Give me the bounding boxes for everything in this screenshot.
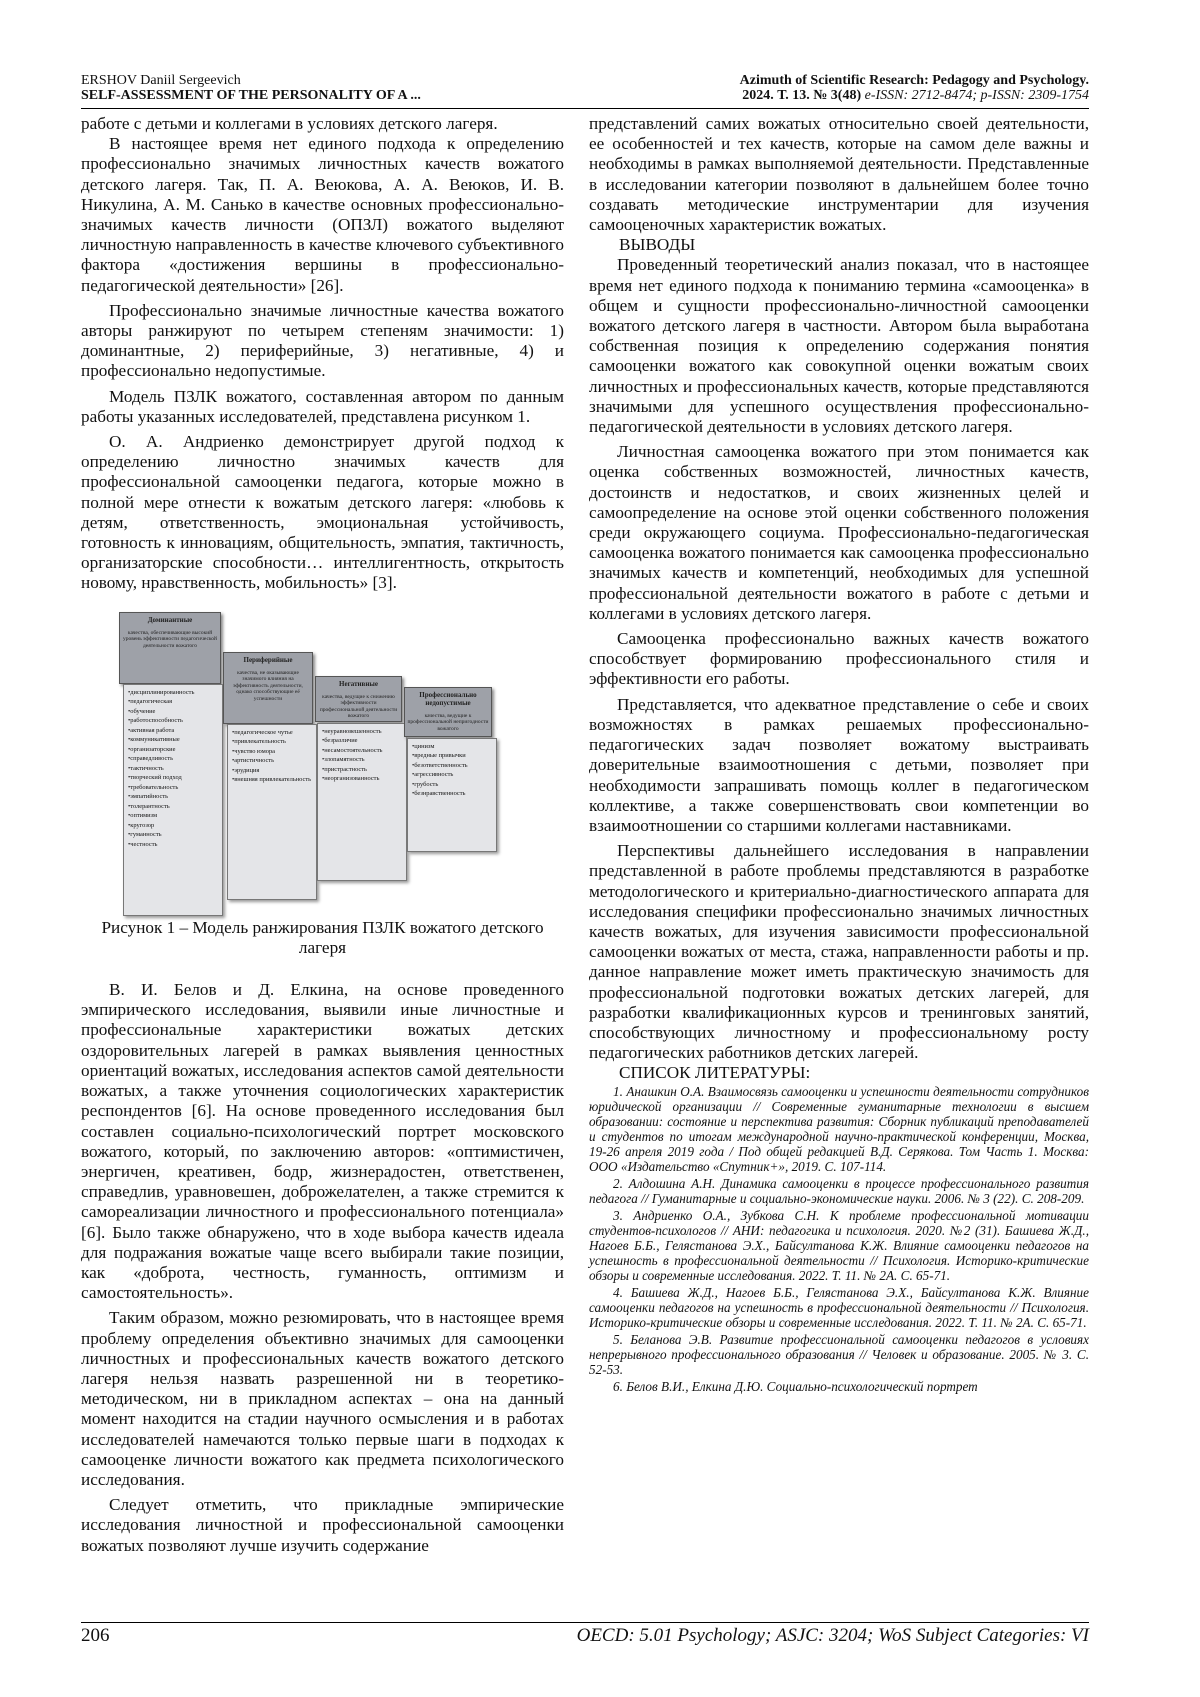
paragraph: Представляется, что адекватное представление о себе и своих возможностях в рамках решаемых профессионально-педагогических задач позволяет вожатому выстраивать доверительные взаимоотношения с детьми, позволяет при необходимости запрашивать помощь коллег в педагогическом коллективе, а также совершенствовать свои компетенции во взаимоотношении со старшими коллегами наставниками.: [589, 694, 1089, 835]
list-item: • кругозор: [128, 821, 218, 831]
header-issn: e-ISSN: 2712-8474; p-ISSN: 2309-1754: [864, 88, 1089, 103]
list-item: • честность: [128, 840, 218, 850]
list-item: • несамостоятельность: [322, 746, 402, 756]
reference-item: 2. Алдошина А.Н. Динамика самооценки в процессе профессионального развития педагога // Гуманитарные и социально-экономические науки. 2006. № 3 (22). С. 208-209.: [589, 1175, 1089, 1206]
list-item: • педагогическая: [128, 697, 218, 707]
paragraph: В. И. Белов и Д. Елкина, на основе проведенного эмпирического исследования, выявили иные личностные и профессиональные характеристики вожатых детских оздоровительных лагерей в рамках выявления ценностных ориентаций вожатых, исследования аспектов самой деятельности вожатых, а также уточнения социологических характеристик респондентов [6]. На основе проведенного исследования был составлен социально-психологический портрет московского вожатого, который, по заключению авторов: «оптимистичен, энергичен, креативен, бодр, жизнерадостен, ответственен, справедлив, уравновешен, доброжелателен, а также стремится к самореализации личностного и профессионального потенциала» [6]. Было также обнаружено, что в ходе выбора качеств идеала для подражания вожатые чаще всего выбирали такие позиции, как «доброта, честность, гуманность, оптимизм и самостоятельность».: [81, 980, 564, 1303]
list-item: • работоспособность: [128, 716, 218, 726]
reference-list: [589, 1084, 1089, 1394]
block-negative-header: [315, 676, 402, 722]
running-header: [81, 73, 1089, 105]
reference-item: 6. Белов В.И., Елкина Д.Ю. Социально-психологический портрет: [613, 1378, 978, 1394]
paragraph: Перспективы дальнейшего исследования в направлении представленной в работе проблемы представляются в разработке методологического и критериально-диагностического аппарата для исследования специфики профессионально значимых личностных качеств вожатых, для изучения зависимости профессиональной самооценки вожатых от места, стажа, направленности работы и пр. данное направление может иметь практическую значимость для профессиональной подготовки вожатых детских лагерей, для разработки квалификационных курсов и тренинговых занятий, способствующих личностному и профессиональному росту педагогических работников детских лагерей.: [589, 841, 1089, 1063]
paragraph: Модель ПЗЛК вожатого, составленная автором по данным работы указанных исследователей, представлена рисунком 1.: [81, 386, 564, 426]
list-item: • педагогическое чутье: [232, 728, 312, 738]
list-item: • артистичность: [232, 756, 312, 766]
list-item: • гуманность: [128, 830, 218, 840]
block-negative-sub: качества, ведущие к снижению эффективности профессиональной деятельности вожатого: [319, 693, 398, 720]
list-item: • дисциплинированность: [128, 688, 218, 698]
block-negative-title: Негативные: [339, 679, 378, 688]
section-heading-references: СПИСОК ЛИТЕРАТУРЫ:: [619, 1063, 811, 1083]
reference-item: 1. Анашкин О.А. Взаимосвязь самооценки и успешности деятельности сотрудников юридической организации // Современные гуманитарные технологии в высшем образовании: состояние и перспектива развития: Сборник публикаций преподавателей и студентов по итогам международной научно-практической конференции, Москва, 19-26 апреля 2019 года / Под общей редакцией В.Д. Серякова. Том Часть 1. Москва: ООО «Издательство «Спутник+», 2019. С. 107-114.: [589, 1083, 1089, 1174]
list-item: • обучение: [128, 707, 218, 717]
section-heading-conclusions: ВЫВОДЫ: [619, 235, 696, 255]
header-journal: Azimuth of Scientific Research: Pedagogy and Psychology.: [739, 73, 1089, 88]
reference-item: 5. Беланова Э.В. Развитие профессиональной самооценки педагогов в условиях непрерывного профессионального образования // Человек и образование. 2005. № 3. С. 52-53.: [589, 1331, 1089, 1377]
paragraph: В настоящее время нет единого подхода к определению профессионально значимых личностных качеств вожатого детского лагеря. Так, П. А. Веюкова, А. А. Веюков, И. В. Никулина, А. М. Санько в качестве основных профессионально-значимых качеств личности (ОПЗЛ) вожатого выделяют личностную направленность в качестве ключевого субъективного фактора «достижения вершины в профессионально-педагогической деятельности» [26].: [81, 134, 564, 295]
list-item: • активная работа: [128, 726, 218, 736]
block-dominant-list: [123, 684, 223, 916]
left-column: [81, 114, 564, 1556]
list-item: • неорганизованность: [322, 774, 402, 784]
paragraph: представлений самих вожатых относительно своей деятельности, ее особенностей и тех качеств, которые на самом деле важны и необходимы в рамках выполняемой деятельности. Представленные в исследовании категории позволяют в дальнейшем более точно создавать методические инструментарии для изучения самооценочных характеристик вожатых.: [589, 114, 1089, 235]
block-peripheral-header: [223, 652, 313, 724]
list-item: • эмпатийность: [128, 792, 218, 802]
list-item: • злопамятность: [322, 755, 402, 765]
page-footer: [81, 1625, 1089, 1649]
list-item: • требовательность: [128, 783, 218, 793]
right-column: [589, 114, 1089, 1396]
block-unacceptable-list: [407, 738, 497, 852]
list-item: • безответственность: [412, 761, 492, 771]
footer-classification: OECD: 5.01 Psychology; ASJC: 3204; WoS Subject Categories: VI: [576, 1625, 1089, 1646]
list-item: • безразличие: [322, 736, 402, 746]
block-peripheral-sub: качества, не оказывающие значимого влияния на эффективность деятельности, однако способствующие её успешности: [233, 669, 303, 702]
paragraph: Профессионально значимые личностные качества вожатого авторы ранжируют по четырем степеням значимости: 1) доминантные, 2) периферийные, 3) негативные, 4) и профессионально недопустимые.: [81, 300, 564, 381]
list-item: • агрессивность: [412, 770, 492, 780]
figure-ranking-model: [81, 610, 564, 910]
list-item: • внешняя привлекательность: [232, 775, 312, 785]
block-negative-list: [317, 723, 407, 881]
block-dominant-sub: качества, обеспечивающие высокий уровень эффективности педагогической деятельности вожатого: [123, 629, 217, 649]
list-item: • коммуникативные: [128, 735, 218, 745]
header-title: SELF-ASSESSMENT OF THE PERSONALITY OF A ...: [81, 88, 421, 103]
list-item: • неуравновешенность: [322, 727, 402, 737]
block-unacceptable-header: [404, 687, 492, 737]
paragraph: Таким образом, можно резюмировать, что в настоящее время проблему определения объективно значимых для самооценки личностных и профессиональных качеств вожатого детского лагеря нельзя назвать разрешенной ни в теоретико-методическом, ни в прикладном аспектах – она на данный момент находится на стадии научного осмысления и в работах исследователей намечаются только первые шаги в подходах к самооценке личности вожатого как предмета психологического исследования.: [81, 1308, 564, 1489]
reference-item: 3. Андриенко О.А., Зубкова С.Н. К проблеме профессиональной мотивации студентов-психологов // АНИ: педагогика и психология. 2020. №2 (31). Башиева Ж.Д., Нагоев Б.Б., Гелястанова Э.Х., Байсултанова К.Ж. Влияние самооценки педагогов на успешность в профессиональной деятельности // Психология. Историко-критические обзоры и современные исследования. 2022. Т. 11. № 2А. С. 65-71.: [589, 1207, 1089, 1283]
header-left: [81, 73, 421, 103]
paragraph: О. А. Андриенко демонстрирует другой подход к определению личностно значимых качеств для профессиональной самооценки педагога, которые можно в полной мере отнести к вожатым детского лагеря: «любовь к детям, ответственность, эмоциональная устойчивость, готовность к инновациям, общительность, эмпатия, тактичность, организаторские способности… интеллигентность, открытость новому, нравственность, мобильность» [3].: [81, 432, 564, 593]
header-right: [740, 73, 1089, 103]
page-number: 206: [81, 1625, 110, 1646]
block-unacceptable-title: Профессионально недопустимые: [419, 690, 477, 707]
figure-caption: Рисунок 1 – Модель ранжирования ПЗЛК вожатого детского лагеря: [101, 917, 544, 957]
footer-rule: [81, 1622, 1089, 1623]
list-item: • пристрастность: [322, 765, 402, 775]
paragraph: Личностная самооценка вожатого при этом понимается как оценка собственных возможностей, личностных качеств, достоинств и недостатков, и своих жизненных целей и самоопределение на основе этой оценки собственного положения среди окружающего социума. Профессионально-педагогическая самооценка вожатого понимается как самооценка профессионально значимых качеств и компетенций, необходимых для успешной профессиональной деятельности вожатого в работе с детьми и коллегами в условиях детского лагеря.: [589, 442, 1089, 623]
header-rule: [81, 108, 1089, 109]
block-unacceptable-sub: качества, ведущие к профессиональной непригодности вожатого: [407, 712, 489, 732]
list-item: • организаторские: [128, 745, 218, 755]
list-item: • эрудиция: [232, 766, 312, 776]
list-item: • чувство юмора: [232, 747, 312, 757]
list-item: • привлекательность: [232, 737, 312, 747]
list-item: • цинизм: [412, 742, 492, 752]
paragraph: работе с детьми и коллегами в условиях детского лагеря.: [81, 114, 498, 133]
list-item: • оптимизм: [128, 811, 218, 821]
block-dominant-title: Доминантные: [147, 615, 193, 624]
header-issue: 2024. Т. 13. № 3(48): [742, 88, 862, 103]
paragraph: Самооценка профессионально важных качеств вожатого способствует формированию профессионального стиля и эффективности его работы.: [589, 629, 1089, 689]
reference-item: 4. Башиева Ж.Д., Нагоев Б.Б., Гелястанова Э.Х., Байсултанова К.Ж. Влияние самооценки педагогов на успешность в профессиональной деятельности // Психология. Историко-критические обзоры и современные исследования. 2022. Т. 11. № 2А. С. 65-71.: [589, 1284, 1089, 1330]
list-item: • вредные привычки: [412, 751, 492, 761]
header-author: ERSHOV Daniil Sergeevich: [81, 73, 241, 88]
list-item: • творческий подход: [128, 773, 218, 783]
block-peripheral-title: Периферийные: [243, 655, 293, 664]
list-item: • тактичность: [128, 764, 218, 774]
paragraph: Проведенный теоретический анализ показал, что в настоящее время нет единого подхода к пониманию термина «самооценка» в общем и сущности профессионально-личностной самооценки вожатого детского лагеря в частности. Автором была выработана собственная позиция к определению содержания понятия самооценки вожатого как совокупной оценки вожатым своих личностных и профессиональных качеств, которые представляются значимыми для успешного осуществления профессионально-педагогической деятельности в условиях детского лагеря.: [589, 255, 1089, 437]
block-peripheral-list: [227, 724, 317, 900]
list-item: • справедливость: [128, 754, 218, 764]
list-item: • грубость: [412, 780, 492, 790]
block-dominant-header: [119, 612, 221, 684]
paragraph: Следует отметить, что прикладные эмпирические исследования личностной и профессиональной самооценки вожатых позволяют лучше изучить содержание: [81, 1495, 564, 1555]
list-item: • безнравственность: [412, 789, 492, 799]
list-item: • толерантность: [128, 802, 218, 812]
